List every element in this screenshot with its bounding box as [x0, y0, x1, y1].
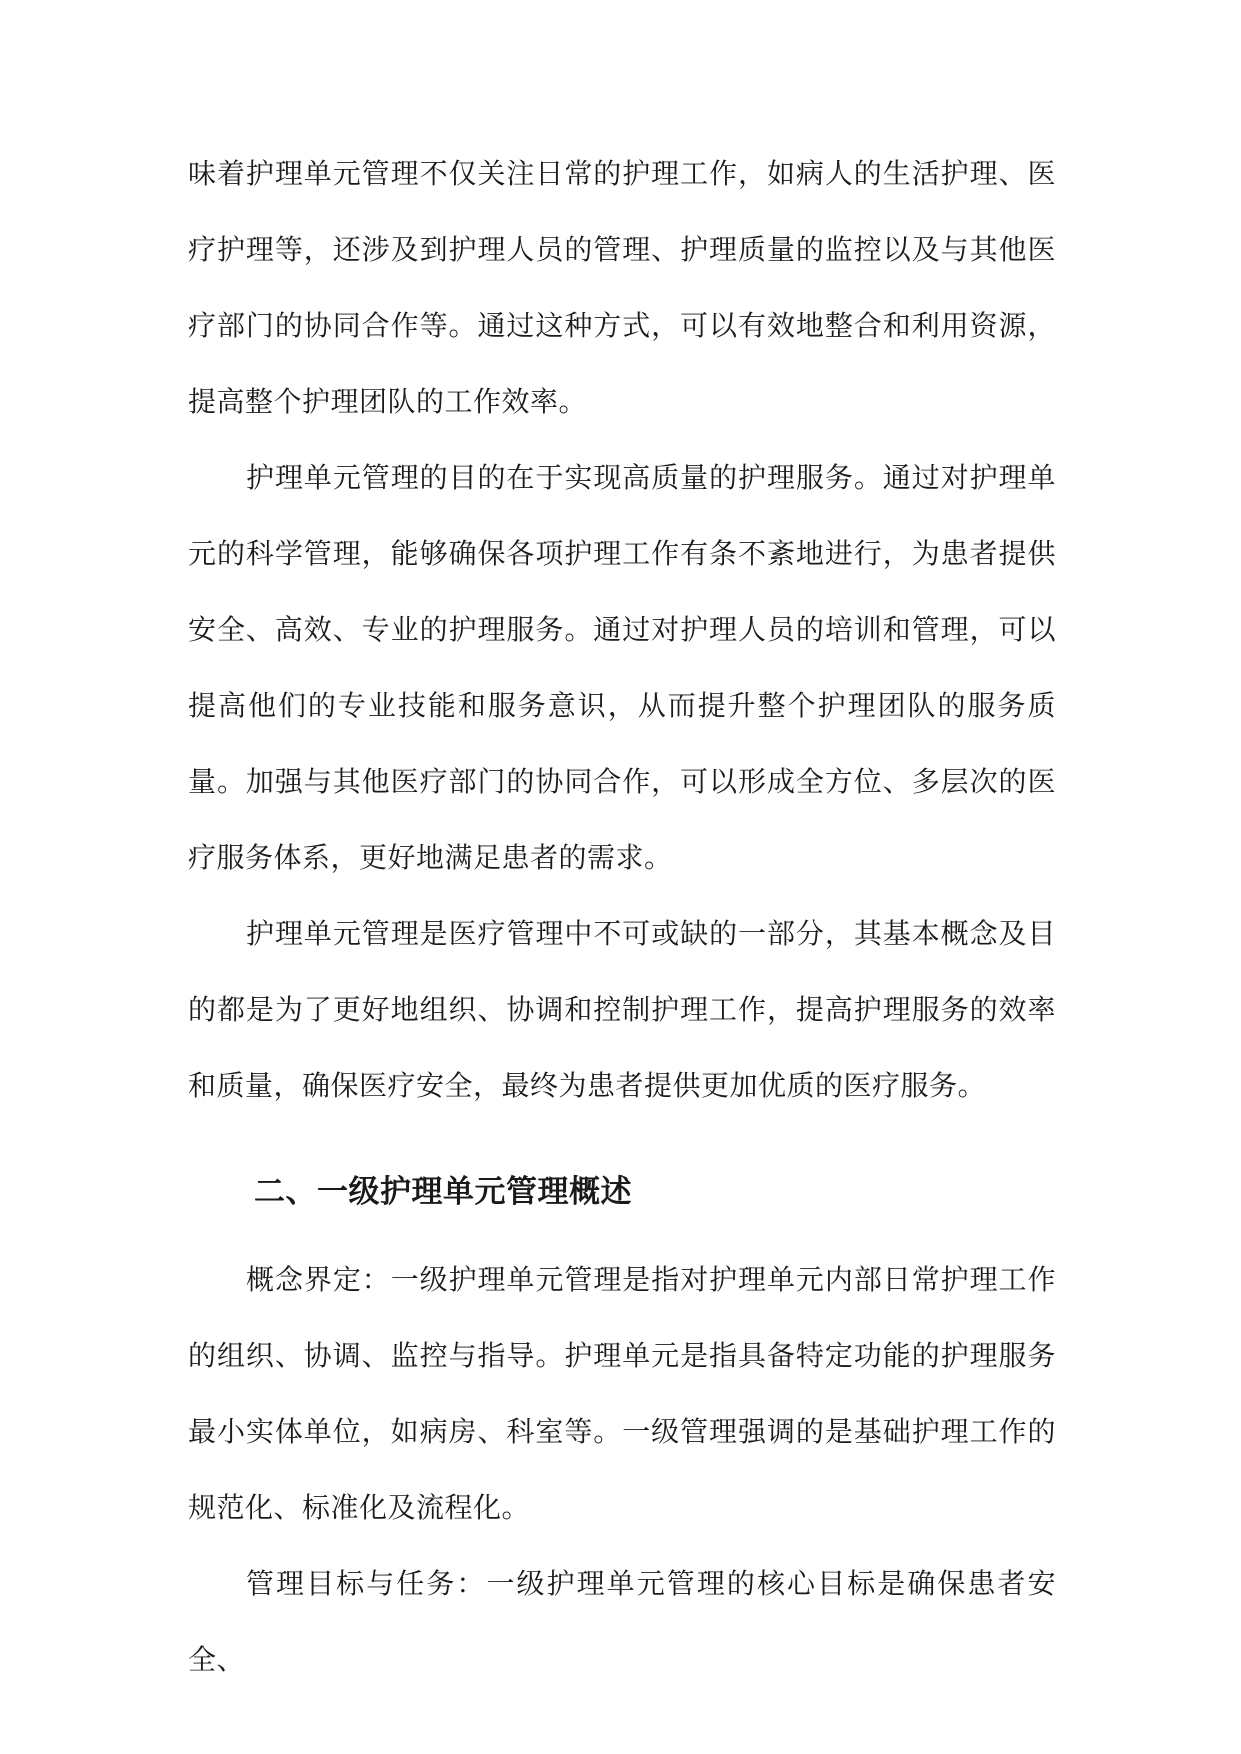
paragraph-concept-definition: 概念界定：一级护理单元管理是指对护理单元内部日常护理工作的组织、协调、监控与指导。护理单元是指具备特定功能的护理服务最小实体单位，如病房、科室等。一级管理强调的是基础护理工作的规范化、标准化及流程化。: [188, 1263, 1056, 1524]
paragraph-purpose: 护理单元管理的目的在于实现高质量的护理服务。通过对护理单元的科学管理，能够确保各项护理工作有条不紊地进行，为患者提供安全、高效、专业的护理服务。通过对护理人员的培训和管理，可以提高他们的专业技能和服务意识，从而提升整个护理团队的服务质量。加强与其他医疗部门的协同合作，可以形成全方位、多层次的医疗服务体系，更好地满足患者的需求。: [188, 461, 1056, 874]
paragraph-summary: 护理单元管理是医疗管理中不可或缺的一部分，其基本概念及目的都是为了更好地组织、协调和控制护理工作，提高护理服务的效率和质量，确保医疗安全，最终为患者提供更加优质的医疗服务。: [188, 917, 1056, 1102]
paragraph-management-goals: 管理目标与任务：一级护理单元管理的核心目标是确保患者安全、: [188, 1567, 1056, 1676]
section-heading: 二、一级护理单元管理概述: [254, 1174, 632, 1210]
paragraph-continuation: 味着护理单元管理不仅关注日常的护理工作，如病人的生活护理、医疗护理等，还涉及到护理人员的管理、护理质量的监控以及与其他医疗部门的协同合作等。通过这种方式，可以有效地整合和利用资源，提高整个护理团队的工作效率。: [188, 157, 1056, 418]
document-body: [188, 136, 1056, 1698]
